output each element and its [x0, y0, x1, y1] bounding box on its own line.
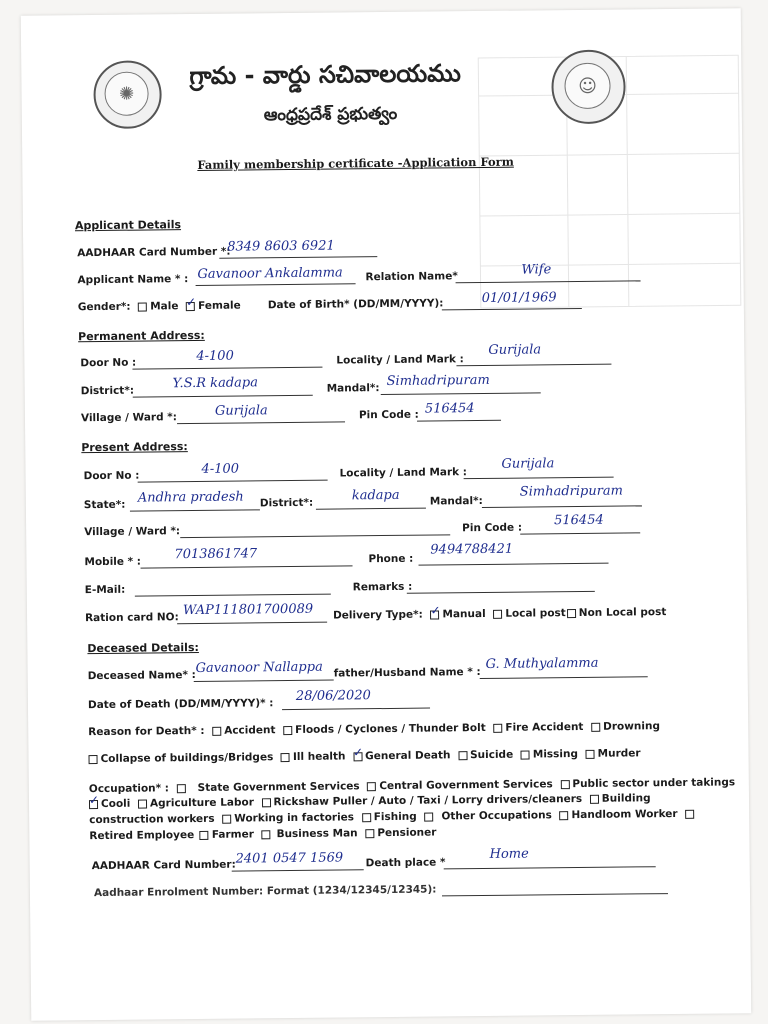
perm-village-label: Village / Ward *:: [80, 411, 177, 425]
gender-label: Gender*:: [77, 300, 131, 314]
occ-central-govt-checkbox[interactable]: [367, 782, 376, 791]
pres-pin-field[interactable]: [520, 532, 640, 534]
pres-village-field[interactable]: [180, 534, 450, 538]
section-deceased: Deceased Details:: [87, 640, 199, 656]
dod-label: Date of Death (DD/MM/YYYY)* :: [87, 697, 274, 712]
pres-state-label: State*:: [83, 498, 126, 512]
dob-label: Date of Birth* (DD/MM/YYYY):: [267, 297, 444, 312]
occ-handloom-checkbox[interactable]: [685, 809, 694, 818]
portrait-icon: ☺: [564, 63, 610, 109]
pres-village-label: Village / Ward *:: [84, 525, 181, 539]
mobile-label: Mobile * :: [84, 555, 142, 569]
female-checkbox[interactable]: [186, 301, 195, 310]
dod-value: 28/06/2020: [295, 688, 371, 704]
pres-door-value: 4-100: [201, 461, 240, 477]
pres-pin-value: 516454: [553, 512, 604, 529]
deceased-aadhaar-value: 2401 0547 1569: [235, 850, 344, 867]
applicant-name-field[interactable]: [196, 283, 356, 286]
male-label: Male: [150, 300, 179, 313]
deceased-aadhaar-field[interactable]: [232, 869, 364, 871]
form-title: Family membership certificate -Application Form: [197, 154, 514, 172]
subtitle-telugu: ఆంధ్రప్రదేశ్ ప్రభుత్వం: [263, 103, 398, 126]
occ-pensioner: Pensioner: [377, 826, 437, 840]
reason-fire-checkbox[interactable]: [493, 723, 502, 732]
pres-locality-field[interactable]: [464, 477, 614, 480]
remarks-label: Remarks :: [352, 580, 413, 594]
title-telugu: గ్రామ - వార్డు సచివాలయము: [189, 59, 461, 91]
pres-mandal-label: Mandal*:: [429, 494, 483, 508]
gender-row: [78, 300, 241, 314]
dob-value: 01/01/1969: [481, 290, 557, 306]
death-place-field[interactable]: [444, 866, 656, 869]
reason-accident-checkbox[interactable]: [212, 726, 221, 735]
pres-mandal-field[interactable]: [482, 505, 642, 508]
occ-rickshaw: Rickshaw Puller / Auto / Taxi / Lorry drivers/cleaners: [273, 792, 583, 809]
occ-construction-checkbox[interactable]: [222, 814, 231, 823]
phone-label: Phone :: [368, 552, 414, 566]
occ-fishing: Fishing: [373, 810, 417, 824]
perm-pin-value: 516454: [424, 401, 475, 417]
pres-state-field[interactable]: [130, 509, 260, 511]
reason-floods: Floods / Cyclones / Thunder Bolt: [295, 721, 486, 736]
relation-value: Wife: [521, 262, 552, 278]
reason-row-1: [88, 720, 660, 738]
enrolment-field[interactable]: [442, 893, 668, 896]
delivery-type-label: Delivery Type*:: [332, 608, 423, 622]
reason-accident: Accident: [224, 724, 276, 737]
section-permanent-address: Permanent Address:: [78, 328, 205, 344]
reason-collapse: Collapse of buildings/Bridges: [100, 751, 274, 766]
occupation-row-3: [89, 808, 697, 826]
occ-cooli-checkbox[interactable]: [89, 800, 98, 809]
male-checkbox[interactable]: [138, 302, 147, 311]
reason-label: Reason for Death* :: [88, 724, 205, 739]
pres-pin-label: Pin Code :: [462, 521, 523, 535]
occ-central-govt: Central Government Services: [379, 778, 553, 793]
section-present-address: Present Address:: [81, 440, 188, 455]
occ-psu-checkbox[interactable]: [560, 780, 569, 789]
occ-building: Building: [601, 792, 651, 805]
reason-drowning-checkbox[interactable]: [591, 722, 600, 731]
mobile-value: 7013861747: [174, 546, 258, 563]
perm-door-field[interactable]: [132, 367, 322, 370]
occ-cooli: Cooli: [100, 797, 131, 810]
perm-mandal-label: Mandal*:: [326, 382, 380, 395]
occ-other-checkbox[interactable]: [559, 811, 568, 820]
deceased-name-value: Gavanoor Nallappa: [195, 659, 323, 677]
occ-factories-checkbox[interactable]: [362, 813, 371, 822]
deceased-name-label: Deceased Name* :: [87, 669, 196, 683]
perm-pin-field[interactable]: [417, 420, 501, 422]
email-label: E-Mail:: [84, 583, 126, 597]
relation-label: Relation Name*: [365, 270, 458, 284]
deceased-name-field[interactable]: [194, 680, 334, 682]
pres-door-label: Door No :: [83, 469, 140, 483]
remarks-field[interactable]: [407, 591, 595, 594]
occ-building-checkbox[interactable]: [590, 794, 599, 803]
aadhaar-field[interactable]: [219, 256, 377, 259]
perm-mandal-field[interactable]: [381, 392, 541, 395]
perm-district-field[interactable]: [133, 395, 313, 398]
reason-collapse-checkbox[interactable]: [88, 755, 97, 764]
occ-construction: construction workers: [89, 812, 215, 827]
perm-mandal-value: Simhadripuram: [386, 372, 490, 389]
reason-missing: Missing: [532, 748, 579, 761]
occ-farmer: Farmer: [211, 828, 254, 841]
reason-general-death-checkbox[interactable]: [353, 752, 362, 761]
reason-row-2: [88, 747, 640, 765]
perm-locality-value: Gurijala: [488, 342, 542, 358]
occupation-row-4: [89, 826, 436, 842]
father-husband-value: G. Muthyalamma: [485, 655, 599, 672]
pres-state-value: Andhra pradesh: [137, 489, 244, 506]
pres-mandal-value: Simhadripuram: [519, 483, 624, 500]
ap-government-emblem: [93, 60, 162, 129]
reason-floods-checkbox[interactable]: [283, 725, 292, 734]
pres-district-field[interactable]: [316, 508, 426, 510]
reason-ill-health: Ill health: [292, 750, 346, 763]
occ-rickshaw-checkbox[interactable]: [261, 798, 270, 807]
perm-pin-label: Pin Code :: [358, 408, 419, 422]
occ-agri-labor: Agriculture Labor: [149, 796, 254, 810]
occupation-label: Occupation* :: [88, 782, 170, 796]
perm-district-label: District*:: [80, 384, 135, 398]
pres-district-value: kadapa: [351, 487, 400, 504]
aadhaar-value: 8349 8603 6921: [227, 238, 335, 255]
manual-label: Manual: [442, 607, 486, 621]
phone-field[interactable]: [419, 563, 609, 566]
perm-village-field[interactable]: [177, 421, 345, 424]
occ-farmer-checkbox[interactable]: [261, 830, 270, 839]
ration-card-field[interactable]: [177, 622, 327, 625]
aadhaar-label: AADHAAR Card Number *:: [77, 245, 231, 260]
emblem-icon: ✺: [104, 71, 148, 115]
reason-missing-checkbox[interactable]: [521, 750, 530, 759]
occ-retired-checkbox[interactable]: [200, 830, 209, 839]
occ-state-govt-checkbox[interactable]: [177, 784, 186, 793]
dod-field[interactable]: [282, 708, 430, 711]
ration-card-label: Ration card NO:: [85, 611, 179, 625]
reason-ill-health-checkbox[interactable]: [281, 753, 290, 762]
pres-locality-value: Gurijala: [501, 456, 555, 472]
occ-handloom: Handloom Worker: [571, 807, 678, 822]
ration-card-value: WAP111801700089: [182, 601, 314, 619]
female-label: Female: [198, 299, 241, 312]
pres-district-label: District*:: [259, 496, 314, 510]
deceased-aadhaar-label: AADHAAR Card Number:: [91, 858, 236, 873]
reason-suicide: Suicide: [470, 748, 514, 762]
father-husband-field[interactable]: [480, 676, 648, 679]
occ-psu: Public sector under takings: [572, 776, 736, 791]
local-post-label: Local post: [505, 607, 566, 620]
scheme-logo: [551, 49, 626, 124]
section-applicant: Applicant Details: [74, 218, 182, 233]
perm-district-value: Y.S.R kadapa: [172, 375, 259, 392]
perm-door-value: 4-100: [196, 348, 234, 364]
occupation-row-2: [89, 792, 651, 810]
phone-value: 9494788421: [430, 541, 514, 558]
reason-fire: Fire Accident: [505, 720, 584, 734]
email-field[interactable]: [135, 594, 331, 597]
reason-murder: Murder: [597, 747, 641, 760]
death-place-value: Home: [489, 846, 529, 862]
reason-drowning: Drowning: [603, 720, 661, 733]
death-place-label: Death place *: [365, 856, 446, 870]
manual-checkbox[interactable]: [430, 610, 439, 619]
father-husband-label: father/Husband Name * :: [333, 666, 481, 680]
applicant-name-label: Applicant Name * :: [77, 273, 189, 287]
delivery-type-row: [333, 606, 666, 621]
form-sheet: [21, 8, 751, 1020]
local-post-checkbox[interactable]: [493, 609, 502, 618]
reason-general-death: General Death: [365, 749, 451, 763]
reason-suicide-checkbox[interactable]: [458, 751, 467, 760]
applicant-name-value: Gavanoor Ankalamma: [197, 265, 343, 282]
non-local-post-checkbox[interactable]: [567, 609, 576, 618]
occ-other: Other Occupations: [441, 809, 552, 823]
perm-door-label: Door No :: [80, 356, 137, 370]
occ-agri-labor-checkbox[interactable]: [138, 799, 147, 808]
occ-state-govt: State Government Services: [197, 780, 360, 794]
perm-locality-label: Locality / Land Mark :: [336, 353, 464, 367]
perm-locality-field[interactable]: [456, 364, 611, 367]
occ-retired: Retired Employee: [89, 829, 195, 843]
pres-locality-label: Locality / Land Mark :: [339, 466, 468, 480]
non-local-post-label: Non Local post: [578, 606, 667, 619]
reason-murder-checkbox[interactable]: [586, 749, 595, 758]
mobile-field[interactable]: [141, 565, 353, 568]
pres-door-field[interactable]: [138, 480, 328, 483]
occ-business-checkbox[interactable]: [365, 829, 374, 838]
occ-factories: Working in factories: [234, 811, 355, 825]
occ-business: Business Man: [276, 827, 358, 841]
perm-village-value: Gurijala: [214, 403, 268, 419]
occ-fishing-checkbox[interactable]: [424, 812, 433, 821]
enrolment-label: Aadhaar Enrolment Number: Format (1234/12345/12345):: [93, 883, 437, 900]
